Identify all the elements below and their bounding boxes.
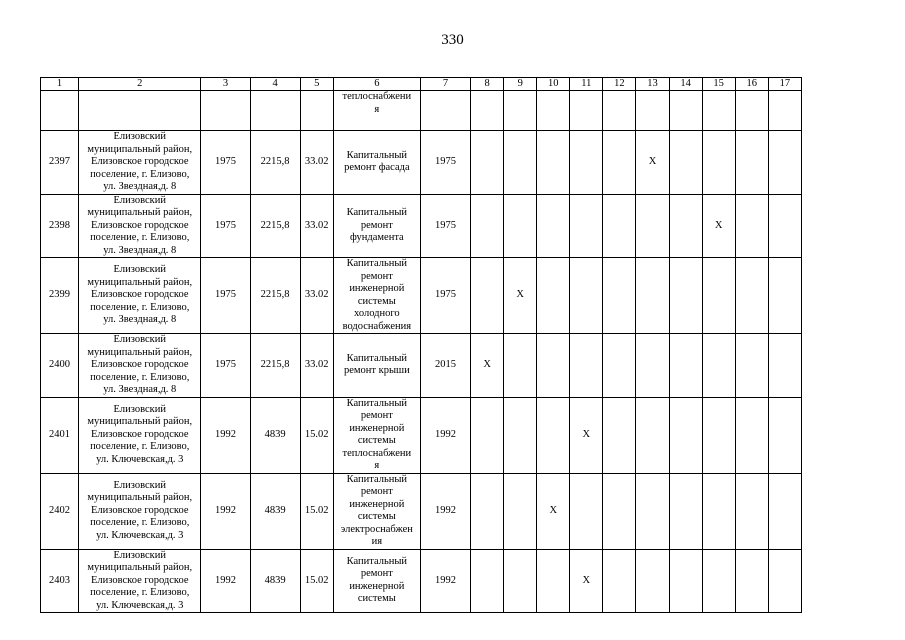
repair-year-cell: 1992 (420, 397, 470, 473)
period-mark-cell (768, 397, 801, 473)
period-mark-cell (504, 194, 537, 258)
build-year-cell: 1992 (201, 549, 250, 613)
period-mark-cell (570, 258, 603, 334)
code-cell: 15.02 (300, 397, 333, 473)
work-type-cell: Капитальный ремонт инженерной системы (333, 549, 420, 613)
period-mark-cell (504, 91, 537, 131)
period-mark-cell (471, 397, 504, 473)
repair-year-cell: 2015 (420, 334, 470, 398)
header-cell: 5 (300, 78, 333, 91)
repair-schedule-table (40, 77, 802, 613)
header-cell: 6 (333, 78, 420, 91)
period-mark-cell (702, 334, 735, 398)
period-mark-cell (636, 397, 669, 473)
period-mark-cell (735, 473, 768, 549)
table-row (41, 91, 802, 131)
period-mark-cell (603, 473, 636, 549)
period-mark-cell (471, 91, 504, 131)
table-row (41, 194, 802, 258)
area-cell (250, 91, 300, 131)
area-cell: 4839 (250, 549, 300, 613)
period-mark-cell (537, 131, 570, 195)
work-type-cell: Капитальный ремонт крыши (333, 334, 420, 398)
header-cell: 15 (702, 78, 735, 91)
period-mark-cell (702, 397, 735, 473)
address-cell: Елизовский муниципальный район, Елизовское городское поселение, г. Елизово, ул. Звездная,д. 8 (79, 258, 201, 334)
period-mark-cell (735, 258, 768, 334)
period-mark-cell (537, 258, 570, 334)
period-mark-cell (768, 334, 801, 398)
table-row (41, 334, 802, 398)
area-cell: 2215,8 (250, 131, 300, 195)
header-row (41, 78, 802, 91)
period-mark-cell (768, 258, 801, 334)
period-mark-cell (735, 549, 768, 613)
period-mark-cell (570, 473, 603, 549)
repair-year-cell: 1992 (420, 549, 470, 613)
period-mark-cell (504, 549, 537, 613)
period-mark-cell (768, 549, 801, 613)
period-mark-cell (735, 194, 768, 258)
period-mark-cell: X (702, 194, 735, 258)
period-mark-cell (537, 91, 570, 131)
address-cell: Елизовский муниципальный район, Елизовское городское поселение, г. Елизово, ул. Звездная,д. 8 (79, 334, 201, 398)
period-mark-cell: X (636, 131, 669, 195)
period-mark-cell (471, 258, 504, 334)
build-year-cell: 1992 (201, 397, 250, 473)
period-mark-cell (768, 131, 801, 195)
period-mark-cell (537, 334, 570, 398)
work-type-cell: Капитальный ремонт фундамента (333, 194, 420, 258)
header-cell: 16 (735, 78, 768, 91)
period-mark-cell: X (570, 549, 603, 613)
period-mark-cell (537, 194, 570, 258)
table-row (41, 473, 802, 549)
period-mark-cell (669, 473, 702, 549)
period-mark-cell (603, 397, 636, 473)
build-year-cell: 1975 (201, 334, 250, 398)
period-mark-cell (636, 473, 669, 549)
address-cell: Елизовский муниципальный район, Елизовское городское поселение, г. Елизово, ул. Звездная,д. 8 (79, 131, 201, 195)
row-number-cell: 2398 (41, 194, 79, 258)
period-mark-cell (636, 334, 669, 398)
period-mark-cell (669, 549, 702, 613)
period-mark-cell (471, 549, 504, 613)
period-mark-cell (570, 194, 603, 258)
period-mark-cell (570, 91, 603, 131)
work-type-cell: Капитальный ремонт инженерной системы теплоснабжени я (333, 397, 420, 473)
period-mark-cell (603, 131, 636, 195)
area-cell: 4839 (250, 397, 300, 473)
period-mark-cell (702, 131, 735, 195)
header-cell: 3 (201, 78, 250, 91)
period-mark-cell (504, 131, 537, 195)
period-mark-cell: X (570, 397, 603, 473)
build-year-cell: 1975 (201, 194, 250, 258)
repair-year-cell (420, 91, 470, 131)
work-type-cell: Капитальный ремонт инженерной системы холодного водоснабжения (333, 258, 420, 334)
header-cell: 2 (79, 78, 201, 91)
header-cell: 11 (570, 78, 603, 91)
address-cell: Елизовский муниципальный район, Елизовское городское поселение, г. Елизово, ул. Ключевская,д. 3 (79, 473, 201, 549)
period-mark-cell (603, 549, 636, 613)
period-mark-cell (570, 131, 603, 195)
period-mark-cell (471, 131, 504, 195)
period-mark-cell (702, 258, 735, 334)
period-mark-cell (735, 397, 768, 473)
row-number-cell (41, 91, 79, 131)
header-cell: 8 (471, 78, 504, 91)
code-cell: 33.02 (300, 131, 333, 195)
period-mark-cell (504, 334, 537, 398)
code-cell: 33.02 (300, 258, 333, 334)
row-number-cell: 2397 (41, 131, 79, 195)
table-row (41, 549, 802, 613)
period-mark-cell (669, 258, 702, 334)
page-number: 330 (441, 32, 464, 48)
repair-year-cell: 1975 (420, 194, 470, 258)
header-cell: 14 (669, 78, 702, 91)
period-mark-cell (636, 194, 669, 258)
table-row (41, 131, 802, 195)
header-cell: 13 (636, 78, 669, 91)
period-mark-cell: X (504, 258, 537, 334)
header-cell: 4 (250, 78, 300, 91)
address-cell: Елизовский муниципальный район, Елизовское городское поселение, г. Елизово, ул. Ключевская,д. 3 (79, 549, 201, 613)
period-mark-cell (537, 397, 570, 473)
header-cell: 10 (537, 78, 570, 91)
header-cell: 12 (603, 78, 636, 91)
period-mark-cell (702, 549, 735, 613)
period-mark-cell (735, 131, 768, 195)
period-mark-cell (504, 473, 537, 549)
code-cell: 33.02 (300, 194, 333, 258)
row-number-cell: 2403 (41, 549, 79, 613)
period-mark-cell (735, 91, 768, 131)
period-mark-cell (768, 194, 801, 258)
period-mark-cell (603, 194, 636, 258)
period-mark-cell (735, 334, 768, 398)
period-mark-cell (603, 258, 636, 334)
period-mark-cell (636, 258, 669, 334)
header-cell: 1 (41, 78, 79, 91)
period-mark-cell (603, 334, 636, 398)
address-cell: Елизовский муниципальный район, Елизовское городское поселение, г. Елизово, ул. Ключевская,д. 3 (79, 397, 201, 473)
area-cell: 2215,8 (250, 194, 300, 258)
code-cell (300, 91, 333, 131)
period-mark-cell (669, 91, 702, 131)
table-row (41, 258, 802, 334)
area-cell: 2215,8 (250, 258, 300, 334)
row-number-cell: 2399 (41, 258, 79, 334)
work-type-cell: теплоснабжени я (333, 91, 420, 131)
period-mark-cell (768, 91, 801, 131)
area-cell: 4839 (250, 473, 300, 549)
code-cell: 15.02 (300, 473, 333, 549)
code-cell: 33.02 (300, 334, 333, 398)
period-mark-cell (768, 473, 801, 549)
repair-year-cell: 1975 (420, 131, 470, 195)
build-year-cell: 1975 (201, 258, 250, 334)
period-mark-cell (537, 549, 570, 613)
period-mark-cell (669, 131, 702, 195)
header-cell: 7 (420, 78, 470, 91)
period-mark-cell (471, 473, 504, 549)
period-mark-cell (570, 334, 603, 398)
row-number-cell: 2400 (41, 334, 79, 398)
address-cell (79, 91, 201, 131)
build-year-cell: 1975 (201, 131, 250, 195)
row-number-cell: 2402 (41, 473, 79, 549)
period-mark-cell (669, 334, 702, 398)
repair-year-cell: 1992 (420, 473, 470, 549)
period-mark-cell (669, 194, 702, 258)
repair-year-cell: 1975 (420, 258, 470, 334)
header-cell: 9 (504, 78, 537, 91)
period-mark-cell: X (471, 334, 504, 398)
header-cell: 17 (768, 78, 801, 91)
period-mark-cell (603, 91, 636, 131)
build-year-cell (201, 91, 250, 131)
period-mark-cell (636, 549, 669, 613)
period-mark-cell (471, 194, 504, 258)
period-mark-cell (702, 91, 735, 131)
table-row (41, 397, 802, 473)
area-cell: 2215,8 (250, 334, 300, 398)
build-year-cell: 1992 (201, 473, 250, 549)
period-mark-cell: X (537, 473, 570, 549)
row-number-cell: 2401 (41, 397, 79, 473)
work-type-cell: Капитальный ремонт инженерной системы электроснабжен ия (333, 473, 420, 549)
address-cell: Елизовский муниципальный район, Елизовское городское поселение, г. Елизово, ул. Звездная,д. 8 (79, 194, 201, 258)
code-cell: 15.02 (300, 549, 333, 613)
period-mark-cell (504, 397, 537, 473)
period-mark-cell (702, 473, 735, 549)
period-mark-cell (669, 397, 702, 473)
work-type-cell: Капитальный ремонт фасада (333, 131, 420, 195)
period-mark-cell (636, 91, 669, 131)
